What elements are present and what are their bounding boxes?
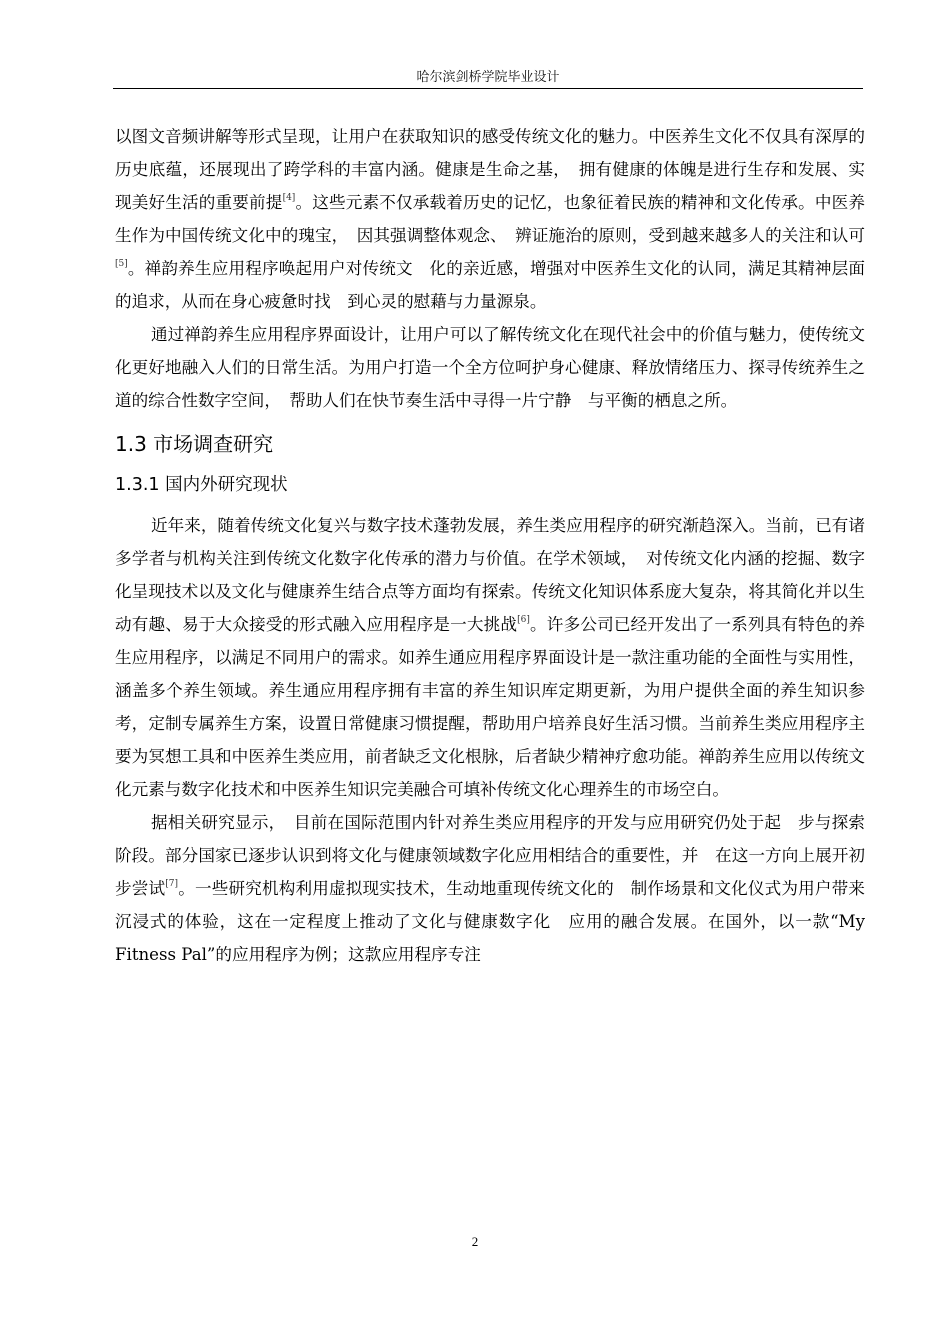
paragraph-text: 。这些元素不仅承载着历史的记忆，也象征着民族的精神和文化传承。中医养生作为中国传统文化中的瑰宝， 因其强调整体观念、 辨证施治的原则，受到越来越多人的关注和认可 [115,193,866,245]
subsection-heading: 1.3.1 国内外研究现状 [115,475,288,495]
paragraph [115,120,865,318]
paragraph [115,509,865,806]
paragraph: 通过禅韵养生应用程序界面设计，让用户可以了解传统文化在现代社会中的价值与魅力，使传统文化更好地融入人们的日常生活。为用户打造一个全方位呵护身心健康、释放情绪压力、探寻传统养生之道的综合性数字空间， 帮助人们在快节奏生活中寻得一片宁静 与平衡的栖息之所。 [115,325,865,410]
page-number: 2 [471,1234,479,1249]
paragraph [115,806,865,971]
page-header [113,66,863,89]
body-text [115,120,865,971]
paragraph-text: 。许多公司已经开发出了一系列具有特色的养生应用程序，以满足不同用户的需求。如养生通应用程序界面设计是一款注重功能的全面性与实用性，涵盖多个养生领域。养生通应用程序拥有丰富的养生知识库定期更新，为用户提供全面的养生知识参考，定制专属养生方案，设置日常健康习惯提醒，帮助用户培养良好生活习惯。当前养生类应用程序主要为冥想工具和中医养生类应用，前者缺乏文化根脉，后者缺少精神疗愈功能。禅韵养生应用以传统文化元素与数字化技术和中医养生知识完美融合可填补传统文化心理养生的市场空白。 [115,615,866,799]
header-title: 哈尔滨剑桥学院毕业设计 [416,70,560,85]
paragraph-text: 。一些研究机构利用虚拟现实技术，生动地重现传统文化的 制作场景和文化仪式为用户带来沉浸式的体验，这在一定程度上推动了文化与健康数字化 应用的融合发展。在国外，以一款“My Fitness Pal”的应用程序为例；这款应用程序专注 [115,879,866,964]
citation: [4] [282,193,296,203]
paragraph-text: 。禅韵养生应用程序唤起用户对传统文 化的亲近感，增强对中医养生文化的认同，满足其精神层面的追求，从而在身心疲惫时找 到心灵的慰藉与力量源泉。 [115,259,865,311]
citation: [6] [517,615,530,625]
citation: [5] [115,259,128,269]
paragraph-text: 据相关研究显示， 目前在国际范围内针对养生类应用程序的开发与应用研究仍处于起 步与探索阶段。部分国家已逐步认识到将文化与健康领域数字化应用相结合的重要性，并 在这一方向上展开初步尝试 [115,813,865,898]
paragraph-text: 以图文音频讲解等形式呈现，让用户在获取知识的感受传统文化的魅力。中医养生文化不仅具有深厚的历史底蕴，还展现出了跨学科的丰富内涵。健康是生命之基， 拥有健康的体魄是进行生存和发展、实现美好生活的重要前提 [115,127,865,212]
section-heading: 1.3 市场调查研究 [115,432,274,456]
paragraph-text: 近年来，随着传统文化复兴与数字技术蓬勃发展，养生类应用程序的研究渐趋深入。当前，已有诸多学者与机构关注到传统文化数字化传承的潜力与价值。在学术领域， 对传统文化内涵的挖掘、数字化呈现技术以及文化与健康养生结合点等方面均有探索。传统文化知识体系庞大复杂，将其简化并以生动有趣、易于大众接受的形式融入应用程序是一大挑战 [115,516,865,634]
citation: [7] [165,879,179,889]
